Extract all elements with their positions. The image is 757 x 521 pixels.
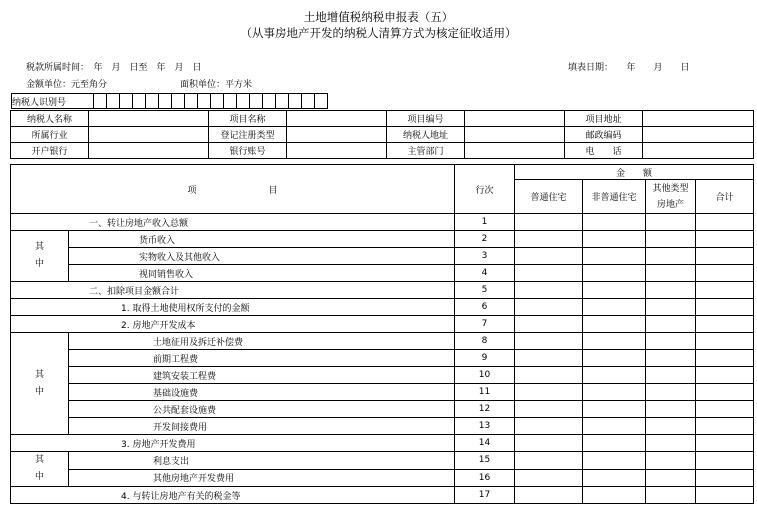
amount-cell[interactable] (646, 435, 696, 452)
non-ordinary-housing-header: 非普通住宅 (583, 180, 646, 214)
area-unit-label: 面积单位：平方米 (180, 80, 253, 90)
row-label: 视同销售收入 (69, 265, 455, 282)
bank-label: 开户银行 (11, 143, 89, 159)
amount-cell[interactable] (515, 350, 583, 367)
amount-cell[interactable] (515, 469, 583, 487)
amount-cell[interactable] (515, 384, 583, 401)
row-line-no: 5 (455, 282, 515, 299)
amount-cell[interactable] (515, 316, 583, 333)
amount-cell[interactable] (646, 282, 696, 299)
group-label-qizhong (11, 333, 69, 435)
amount-cell[interactable] (696, 487, 754, 504)
row-label: 二、扣除项目金额合计 (11, 282, 455, 299)
amount-cell[interactable] (583, 214, 646, 231)
amount-cell[interactable] (646, 316, 696, 333)
tin-digit-cell[interactable] (107, 94, 120, 109)
industry-field[interactable] (89, 127, 209, 143)
row-line-no: 3 (455, 248, 515, 265)
tin-digit-cell[interactable] (172, 94, 185, 109)
tin-digit-cell[interactable] (185, 94, 198, 109)
postal-code-label: 邮政编码 (565, 127, 643, 143)
project-no-field[interactable] (465, 111, 565, 127)
taxpayer-address-field[interactable] (465, 127, 565, 143)
tin-digit-cell[interactable] (263, 94, 276, 109)
amount-cell[interactable] (646, 214, 696, 231)
amount-cell[interactable] (515, 248, 583, 265)
amount-cell[interactable] (515, 214, 583, 231)
amount-cell[interactable] (583, 435, 646, 452)
amount-cell[interactable] (646, 333, 696, 350)
amount-cell[interactable] (515, 231, 583, 248)
item-header: 项 目 (11, 165, 455, 214)
group-label-char: 中 (34, 472, 44, 482)
row-label: 实物收入及其他收入 (69, 248, 455, 265)
amount-cell[interactable] (583, 316, 646, 333)
amount-cell[interactable] (583, 265, 646, 282)
row-line-no: 6 (455, 299, 515, 316)
amount-cell[interactable] (646, 418, 696, 435)
project-no-label: 项目编号 (387, 111, 465, 127)
amount-cell[interactable] (696, 265, 754, 282)
amount-cell[interactable] (515, 418, 583, 435)
tin-digit-cell[interactable] (120, 94, 133, 109)
amount-cell[interactable] (583, 299, 646, 316)
tin-digit-cell[interactable] (159, 94, 172, 109)
phone-label: 电 话 (565, 143, 643, 159)
amount-cell[interactable] (646, 367, 696, 384)
declaration-table (10, 164, 754, 504)
project-address-label: 项目地址 (565, 111, 643, 127)
amount-cell[interactable] (696, 316, 754, 333)
amount-header: 金 额 (515, 165, 754, 180)
industry-label: 所属行业 (11, 127, 89, 143)
project-name-field[interactable] (287, 111, 387, 127)
row-line-no: 7 (455, 316, 515, 333)
amount-cell[interactable] (515, 282, 583, 299)
tin-digit-cell[interactable] (289, 94, 302, 109)
tin-digit-cell[interactable] (250, 94, 263, 109)
fill-date-label: 填表日期： 年 月 日 (568, 63, 690, 73)
tax-period-label: 税款所属时间： 年 月 日至 年 月 日 (26, 63, 202, 73)
amount-cell[interactable] (696, 418, 754, 435)
other-property-header-line1: 其他类型 (646, 180, 696, 195)
tin-digit-cell[interactable] (302, 94, 315, 109)
group-label-char: 中 (34, 386, 44, 397)
amount-cell[interactable] (646, 265, 696, 282)
amount-cell[interactable] (515, 435, 583, 452)
amount-cell[interactable] (515, 452, 583, 470)
line-header: 行次 (455, 165, 515, 214)
amount-cell[interactable] (696, 231, 754, 248)
amount-cell[interactable] (583, 231, 646, 248)
row-line-no: 12 (455, 401, 515, 418)
amount-cell[interactable] (646, 469, 696, 487)
tin-digit-cell[interactable] (315, 94, 328, 109)
row-line-no: 17 (455, 487, 515, 504)
amount-cell[interactable] (696, 214, 754, 231)
row-label: 1. 取得土地使用权所支付的金额 (11, 299, 455, 316)
row-label: 利息支出 (69, 452, 455, 470)
row-label: 4. 与转让房地产有关的税金等 (11, 487, 455, 504)
amount-cell[interactable] (696, 435, 754, 452)
amount-cell[interactable] (583, 333, 646, 350)
tin-label: 纳税人识别号 (12, 94, 94, 109)
ordinary-housing-header: 普通住宅 (515, 180, 583, 214)
amount-cell[interactable] (646, 401, 696, 418)
row-label: 货币收入 (69, 231, 455, 248)
project-name-label: 项目名称 (209, 111, 287, 127)
amount-cell[interactable] (583, 401, 646, 418)
amount-cell[interactable] (696, 299, 754, 316)
amount-cell[interactable] (696, 384, 754, 401)
row-label: 一、转让房地产收入总额 (11, 214, 455, 231)
group-label-char: 其 (34, 369, 44, 380)
form-subtitle: （从事房地产开发的纳税人清算方式为核定征收适用） (240, 26, 517, 40)
row-line-no: 15 (455, 452, 515, 470)
amount-cell[interactable] (646, 350, 696, 367)
taxpayer-name-field[interactable] (89, 111, 209, 127)
amount-cell[interactable] (646, 299, 696, 316)
row-line-no: 11 (455, 384, 515, 401)
amount-cell[interactable] (696, 401, 754, 418)
amount-cell[interactable] (696, 350, 754, 367)
amount-cell[interactable] (583, 384, 646, 401)
amount-cell[interactable] (583, 418, 646, 435)
amount-cell[interactable] (696, 367, 754, 384)
row-line-no: 14 (455, 435, 515, 452)
group-label-qizhong (11, 452, 69, 487)
other-property-header-line2: 房地产 (646, 195, 696, 214)
tin-digit-cell[interactable] (237, 94, 250, 109)
phone-field[interactable] (643, 143, 754, 159)
amount-cell[interactable] (696, 333, 754, 350)
amount-cell[interactable] (515, 265, 583, 282)
row-label: 开发间接费用 (69, 418, 455, 435)
group-label-qizhong (11, 231, 69, 282)
bank-account-label: 银行账号 (209, 143, 287, 159)
amount-cell[interactable] (646, 384, 696, 401)
taxpayer-info-table (10, 110, 754, 159)
amount-cell[interactable] (583, 469, 646, 487)
amount-cell[interactable] (646, 487, 696, 504)
bank-field[interactable] (89, 143, 209, 159)
row-line-no: 4 (455, 265, 515, 282)
row-label: 2. 房地产开发成本 (11, 316, 455, 333)
row-label: 其他房地产开发费用 (69, 469, 455, 487)
tin-digit-cell[interactable] (211, 94, 224, 109)
reg-type-field[interactable] (287, 127, 387, 143)
amount-cell[interactable] (583, 487, 646, 504)
group-label-char: 其 (34, 455, 44, 465)
authority-field[interactable] (465, 143, 565, 159)
tin-digit-cell[interactable] (224, 94, 237, 109)
tin-digit-cell[interactable] (94, 94, 107, 109)
amount-unit-label: 金额单位：元至角分 (26, 80, 108, 90)
reg-type-label: 登记注册类型 (209, 127, 287, 143)
amount-cell[interactable] (583, 367, 646, 384)
amount-cell[interactable] (696, 248, 754, 265)
row-label: 建筑安装工程费 (69, 367, 455, 384)
amount-cell[interactable] (515, 401, 583, 418)
amount-cell[interactable] (515, 487, 583, 504)
tin-digit-cell[interactable] (276, 94, 289, 109)
tin-digit-cell[interactable] (146, 94, 159, 109)
form-title: 土地增值税纳税申报表（五） (303, 10, 454, 24)
row-line-no: 8 (455, 333, 515, 350)
amount-cell[interactable] (646, 231, 696, 248)
row-line-no: 16 (455, 469, 515, 487)
row-line-no: 10 (455, 367, 515, 384)
amount-cell[interactable] (696, 282, 754, 299)
amount-cell[interactable] (646, 452, 696, 470)
amount-cell[interactable] (583, 282, 646, 299)
amount-cell[interactable] (583, 350, 646, 367)
amount-cell[interactable] (696, 452, 754, 470)
group-label-char: 其 (34, 242, 44, 252)
row-label: 公共配套设施费 (69, 401, 455, 418)
taxpayer-address-label: 纳税人地址 (387, 127, 465, 143)
project-address-field[interactable] (643, 111, 754, 127)
total-header: 合计 (696, 180, 754, 214)
row-label: 3. 房地产开发费用 (11, 435, 455, 452)
row-label: 基础设施费 (69, 384, 455, 401)
authority-label: 主管部门 (387, 143, 465, 159)
amount-cell[interactable] (515, 299, 583, 316)
amount-cell[interactable] (583, 248, 646, 265)
amount-cell[interactable] (515, 367, 583, 384)
tin-table (11, 93, 328, 109)
group-label-char: 中 (34, 259, 44, 269)
amount-cell[interactable] (696, 469, 754, 487)
amount-cell[interactable] (515, 333, 583, 350)
row-line-no: 2 (455, 231, 515, 248)
amount-cell[interactable] (646, 248, 696, 265)
tin-digit-cell[interactable] (198, 94, 211, 109)
tin-digit-cell[interactable] (133, 94, 146, 109)
amount-cell[interactable] (583, 452, 646, 470)
taxpayer-name-label: 纳税人名称 (11, 111, 89, 127)
row-label: 土地征用及拆迁补偿费 (69, 333, 455, 350)
row-label: 前期工程费 (69, 350, 455, 367)
row-line-no: 9 (455, 350, 515, 367)
row-line-no: 1 (455, 214, 515, 231)
bank-account-field[interactable] (287, 143, 387, 159)
postal-code-field[interactable] (643, 127, 754, 143)
row-line-no: 13 (455, 418, 515, 435)
